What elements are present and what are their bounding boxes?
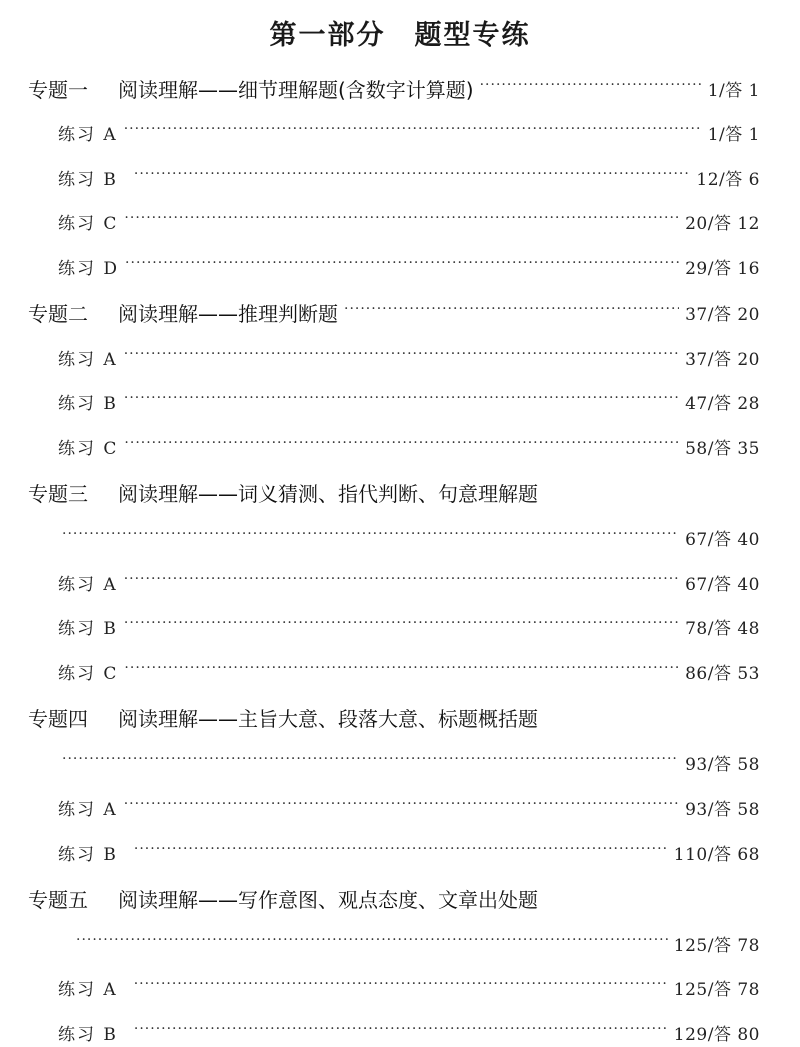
dot-leader <box>134 1017 668 1047</box>
toc-entry-exercise[interactable] <box>58 656 760 686</box>
page-reference: 67/答 40 <box>685 529 760 550</box>
dot-leader <box>124 117 702 147</box>
toc-entry-topic-1[interactable] <box>28 73 760 103</box>
dot-leader <box>124 611 679 641</box>
topic-title: 阅读理解——细节理解题(含数字计算题) <box>118 77 474 102</box>
toc-entry-label: 练习 C <box>58 438 119 459</box>
topic-number: 专题五 <box>28 887 88 912</box>
page-reference: 125/答 78 <box>673 979 760 1000</box>
page-reference: 1/答 1 <box>707 80 760 101</box>
toc-entry-exercise[interactable] <box>58 162 760 192</box>
dot-leader <box>344 297 679 327</box>
toc-entry-label: 练习 C <box>58 663 119 684</box>
toc-entry-exercise[interactable] <box>58 251 760 281</box>
toc-entry-label: 练习 A <box>58 349 118 370</box>
page-reference: 37/答 20 <box>685 304 760 325</box>
toc-entry-label: 练习 C <box>58 213 119 234</box>
dot-leader <box>124 342 679 372</box>
toc-entry-label: 练习 A <box>58 574 118 595</box>
toc-entry-label <box>28 884 538 913</box>
toc-entry-exercise[interactable] <box>58 1017 760 1047</box>
page-reference: 86/答 53 <box>685 663 760 684</box>
toc-entry-exercise[interactable] <box>58 342 760 372</box>
toc-entry-label <box>28 74 474 103</box>
toc-entry-exercise[interactable] <box>58 431 760 461</box>
page-reference: 29/答 16 <box>685 258 760 279</box>
toc-entry-exercise[interactable] <box>58 117 760 147</box>
dot-leader <box>125 251 679 281</box>
toc-entry-exercise[interactable] <box>58 837 760 867</box>
dot-leader <box>62 747 679 777</box>
dot-leader <box>134 972 668 1002</box>
toc-entry-label <box>28 703 538 732</box>
toc-entry-label: 练习 B <box>58 169 118 190</box>
topic-title: 阅读理解——词义猜测、指代判断、句意理解题 <box>118 481 538 506</box>
page-reference: 129/答 80 <box>673 1024 760 1045</box>
page-reference: 125/答 78 <box>673 935 760 956</box>
page-reference: 93/答 58 <box>685 799 760 820</box>
dot-leader <box>134 837 668 867</box>
page-reference: 47/答 28 <box>685 393 760 414</box>
page-reference: 1/答 1 <box>707 124 760 145</box>
page-reference: 20/答 12 <box>685 213 760 234</box>
toc-entry-label: 练习 B <box>58 393 118 414</box>
toc-entry-label: 练习 B <box>58 618 118 639</box>
dot-leader <box>480 73 702 103</box>
toc-entry-label: 练习 B <box>58 1024 118 1045</box>
toc-entry-topic-4[interactable] <box>28 702 760 732</box>
dot-leader <box>124 431 679 461</box>
toc-entry-exercise[interactable] <box>58 206 760 236</box>
dot-leader <box>124 656 679 686</box>
toc-entry-label: 练习 D <box>58 258 120 279</box>
dot-leader <box>134 162 691 192</box>
toc-entry-label: 练习 B <box>58 844 118 865</box>
toc-entry-continuation[interactable] <box>62 747 760 777</box>
toc-entry-exercise[interactable] <box>58 972 760 1002</box>
dot-leader <box>124 792 679 822</box>
topic-number: 专题三 <box>28 481 88 506</box>
topic-title: 阅读理解——主旨大意、段落大意、标题概括题 <box>118 706 538 731</box>
toc-entry-exercise[interactable] <box>58 567 760 597</box>
toc-entry-label: 练习 A <box>58 799 118 820</box>
page-reference: 58/答 35 <box>685 438 760 459</box>
toc-entry-exercise[interactable] <box>58 386 760 416</box>
topic-number: 专题一 <box>28 77 88 102</box>
topic-title: 阅读理解——推理判断题 <box>118 301 338 326</box>
dot-leader <box>124 386 679 416</box>
topic-title: 阅读理解——写作意图、观点态度、文章出处题 <box>118 887 538 912</box>
toc-entry-topic-2[interactable] <box>28 297 760 327</box>
page-reference: 12/答 6 <box>696 169 760 190</box>
toc-entry-label <box>28 478 538 507</box>
page-reference: 93/答 58 <box>685 754 760 775</box>
toc-entry-exercise[interactable] <box>58 792 760 822</box>
page-reference: 110/答 68 <box>673 844 760 865</box>
toc-entry-label <box>28 298 338 327</box>
toc-entry-label: 练习 A <box>58 979 118 1000</box>
toc-entry-continuation[interactable] <box>62 522 760 552</box>
toc-entry-continuation[interactable] <box>76 928 760 958</box>
toc-entry-label: 练习 A <box>58 124 118 145</box>
page-reference: 78/答 48 <box>685 618 760 639</box>
page-title: 第一部分 题型专练 <box>269 20 531 51</box>
topic-number: 专题二 <box>28 301 88 326</box>
page-reference: 37/答 20 <box>685 349 760 370</box>
dot-leader <box>124 567 679 597</box>
topic-number: 专题四 <box>28 706 88 731</box>
dot-leader <box>76 928 668 958</box>
toc-entry-topic-5[interactable] <box>28 883 760 913</box>
toc-entry-topic-3[interactable] <box>28 477 760 507</box>
page-reference: 67/答 40 <box>685 574 760 595</box>
toc-entry-exercise[interactable] <box>58 611 760 641</box>
dot-leader <box>62 522 679 552</box>
dot-leader <box>124 206 679 236</box>
